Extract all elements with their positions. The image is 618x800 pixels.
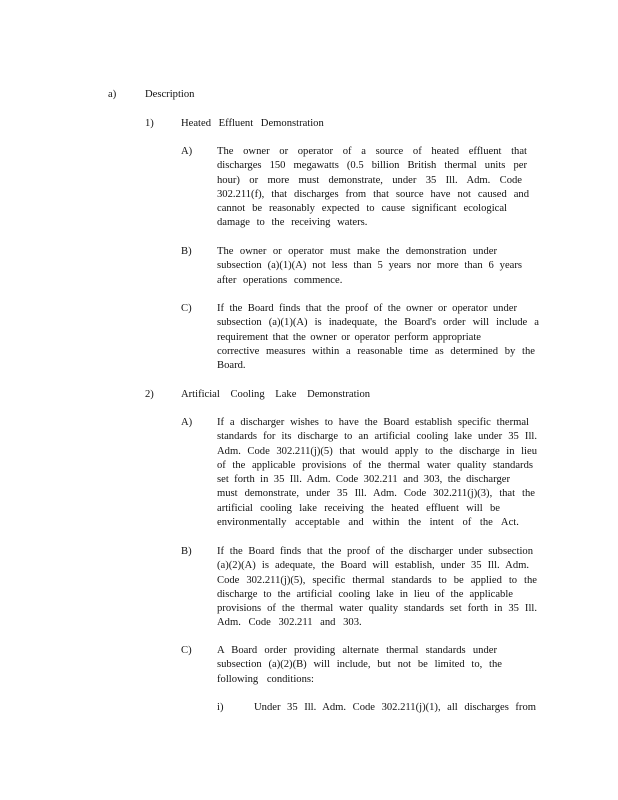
paragraph-line: Adm. Code 302.211 and 303. bbox=[217, 617, 362, 629]
paragraph-line: environmentally acceptable and within the intent of the Act. bbox=[217, 517, 519, 529]
paragraph-line: subsection (a)(1)(A) is inadequate, the Board's order will include a bbox=[217, 317, 539, 329]
item-1-title: Heated Effluent Demonstration bbox=[181, 118, 324, 129]
paragraph-line: The owner or operator of a source of heated effluent that bbox=[217, 146, 527, 157]
item-2ci-label: i) bbox=[217, 702, 224, 713]
paragraph-line: artificial cooling lake receiving the heated effluent will be bbox=[217, 502, 500, 514]
paragraph-line: If the Board finds that the proof of the discharger under subsection bbox=[217, 546, 533, 557]
paragraph-line: requirement that the owner or operator perform appropriate bbox=[217, 331, 481, 343]
paragraph-line: If the Board finds that the proof of the owner or operator under bbox=[217, 303, 517, 314]
item-1a-label: A) bbox=[181, 146, 193, 157]
paragraph-line: subsection (a)(1)(A) not less than 5 years nor more than 6 years bbox=[217, 260, 522, 272]
paragraph-line: of the applicable provisions of the thermal water quality standards bbox=[217, 459, 533, 471]
item-2-title: Artificial Cooling Lake Demonstration bbox=[181, 389, 371, 400]
paragraph-line: standards for its discharge to an artificial cooling lake under 35 Ill. bbox=[217, 431, 537, 443]
item-2ci-paragraph bbox=[254, 701, 536, 715]
paragraph-line: following conditions: bbox=[217, 673, 314, 685]
item-2c-paragraph bbox=[217, 644, 502, 687]
paragraph-line: Code 302.211(j)(5), specific thermal standards to be applied to the bbox=[217, 574, 537, 586]
item-1b-label: B) bbox=[181, 246, 192, 257]
paragraph-line: Under 35 Ill. Adm. Code 302.211(j)(1), all discharges from bbox=[254, 702, 536, 713]
item-1b-paragraph bbox=[217, 245, 522, 288]
item-2c-label: C) bbox=[181, 645, 192, 656]
paragraph-line: A Board order providing alternate thermal standards under bbox=[217, 645, 497, 656]
paragraph-line: Board. bbox=[217, 360, 246, 372]
paragraph-line: hour) or more must demonstrate, under 35 Ill. Adm. Code bbox=[217, 174, 522, 186]
item-2b-paragraph bbox=[217, 545, 537, 631]
paragraph-line: discharge to the artificial cooling lake in lieu of the applicable bbox=[217, 588, 513, 600]
item-a-title: Description bbox=[145, 89, 195, 100]
item-2b-label: B) bbox=[181, 546, 192, 557]
paragraph-line: after operations commence. bbox=[217, 274, 343, 286]
item-2a-paragraph bbox=[217, 416, 537, 530]
paragraph-line: Adm. Code 302.211(j)(5) that would apply to the discharge in lieu bbox=[217, 445, 537, 457]
item-a-label: a) bbox=[108, 89, 117, 100]
paragraph-line: damage to the receiving waters. bbox=[217, 217, 368, 229]
item-1c-paragraph bbox=[217, 302, 539, 373]
item-1-label: 1) bbox=[145, 118, 154, 129]
paragraph-line: corrective measures within a reasonable time as determined by the bbox=[217, 345, 535, 357]
item-1a-paragraph bbox=[217, 145, 527, 231]
paragraph-line: The owner or operator must make the demonstration under bbox=[217, 246, 497, 257]
paragraph-line: cannot be reasonably expected to cause significant ecological bbox=[217, 203, 507, 215]
paragraph-line: If a discharger wishes to have the Board establish specific thermal bbox=[217, 417, 529, 428]
item-2-label: 2) bbox=[145, 389, 154, 400]
paragraph-line: (a)(2)(A) is adequate, the Board will establish, under 35 Ill. Adm. bbox=[217, 560, 529, 572]
paragraph-line: must demonstrate, under 35 Ill. Adm. Code 302.211(j)(3), that the bbox=[217, 488, 535, 500]
paragraph-line: 302.211(f), that discharges from that source have not caused and bbox=[217, 188, 529, 200]
paragraph-line: set forth in 35 Ill. Adm. Code 302.211 and 303, the discharger bbox=[217, 474, 510, 486]
item-2a-label: A) bbox=[181, 417, 193, 428]
paragraph-line: subsection (a)(2)(B) will include, but not be limited to, the bbox=[217, 659, 502, 671]
paragraph-line: discharges 150 megawatts (0.5 billion British thermal units per bbox=[217, 160, 527, 172]
item-1c-label: C) bbox=[181, 303, 192, 314]
paragraph-line: provisions of the thermal water quality standards set forth in 35 Ill. bbox=[217, 603, 537, 615]
